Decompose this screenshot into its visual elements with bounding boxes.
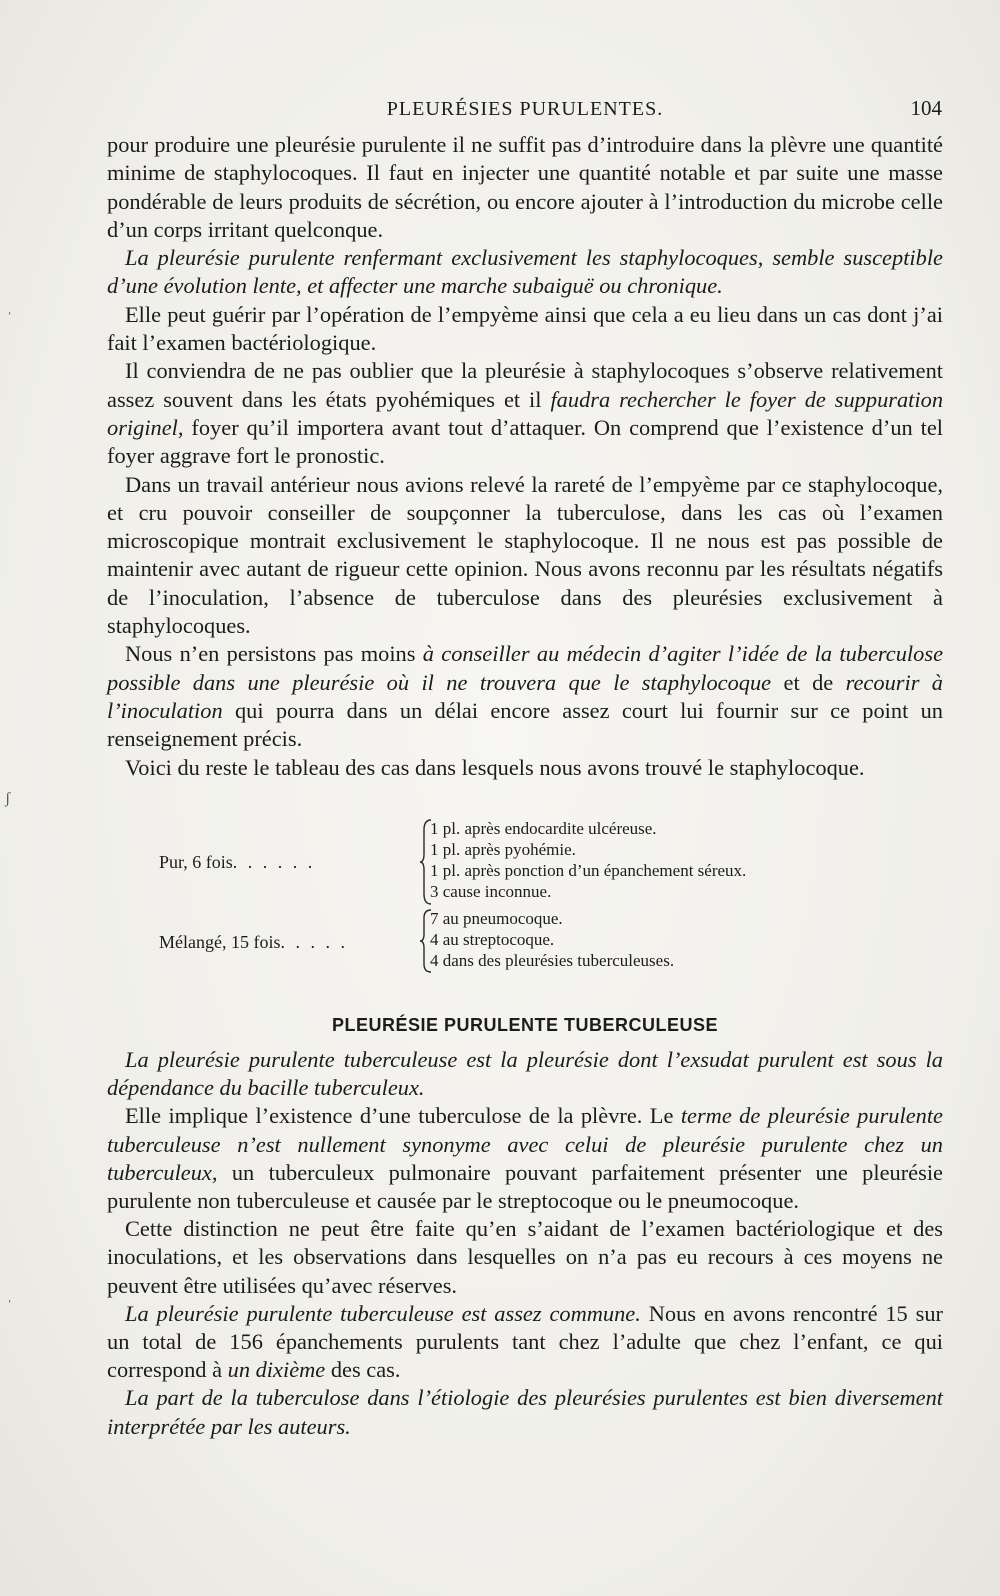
- table-group-pur: [107, 818, 943, 906]
- p6-text-c: et de: [771, 669, 846, 695]
- paragraph-5: Dans un travail antérieur nous avions relevé la rareté de l’empyème par ce staphylocoque, et cru pouvoir conseiller de soupçonner la tuberculose, dans les cas où l’examen microscopique montrait exclusivement le staphylocoque. Il ne nous est pas possible de maintenir avec autant de rigueur cette opinion. Nous avons reconnu par les résultats négatifs de l’inoculation, l’absence de tuberculose dans des pleurésies exclusivement à staphylocoques.: [107, 471, 943, 639]
- s4-text-d: des cas.: [325, 1357, 401, 1383]
- group-label-pur-text: Pur, 6 fois: [159, 852, 233, 872]
- margin-speck: ʃ: [5, 790, 11, 807]
- leader-dots: . . . . .: [280, 932, 348, 952]
- s1-italic: La pleurésie purulente tuberculeuse est la pleurésie dont l’exsudat purulent est sous la dépendance du bacille tuberculeux.: [107, 1047, 943, 1101]
- table-row: 1 pl. après endocardite ulcéreuse.: [430, 819, 657, 838]
- running-head: [108, 96, 942, 124]
- paragraph-6: [107, 640, 943, 753]
- p6-italic-d: recourir à l’inoculation: [107, 669, 943, 723]
- paragraph-3: Elle peut guérir par l’opération de l’empyème ainsi que cela a eu lieu dans un cas dont j’ai fait l’examen bactériologique.: [107, 301, 943, 356]
- p6-text-e: qui pourra dans un délai encore assez court lui fournir sur ce point un renseignement précis.: [107, 697, 943, 752]
- s5-italic: La part de la tuberculose dans l’étiologie des pleurésies purulentes est bien diversement interprétée par les auteurs.: [107, 1385, 943, 1439]
- p6-italic-b: à conseiller au médecin d’agiter l’idée de la tuberculose possible dans une pleurésie où il ne trouvera que le staphylocoque: [107, 641, 944, 695]
- s4-text-b: Nous en avons rencontré 15 sur un total de 156 épanchements purulents tant chez l’adulte que chez l’enfant, ce qui correspond à: [107, 1300, 943, 1383]
- s2-italic: terme de pleurésie purulente tuberculeuse n’est nullement synonyme avec celui de pleurésie purulente chez un tuberculeux,: [107, 1103, 943, 1185]
- entries-melange: [430, 908, 930, 971]
- p4-italic: faudra rechercher le foyer de suppuration originel,: [107, 386, 944, 440]
- paragraph-2: [107, 244, 943, 301]
- section-paragraph-2: [107, 1102, 943, 1215]
- leader-dots: . . . . . .: [232, 852, 316, 872]
- section-paragraph-4: [107, 1300, 943, 1385]
- margin-speck: ˈ: [7, 1298, 13, 1315]
- table-group-melange: [107, 908, 943, 974]
- s4-italic-a: La pleurésie purulente tuberculeuse est assez commune.: [125, 1300, 641, 1326]
- table-row: 1 pl. après pyohémie.: [430, 840, 576, 859]
- s2-text-a: Elle implique l’existence d’une tuberculose de la plèvre. Le: [125, 1103, 681, 1129]
- section-paragraph-1: [107, 1046, 943, 1102]
- table-row: 1 pl. après ponction d’un épanchement séreux.: [430, 861, 747, 880]
- page-number: 104: [910, 96, 942, 120]
- table-row: 4 au streptocoque.: [430, 930, 555, 949]
- paragraph-2-italic: La pleurésie purulente renfermant exclusivement les staphylocoques, semble susceptible d’une évolution lente, et affecter une marche subaiguë ou chronique.: [107, 245, 943, 299]
- section-paragraph-3: Cette distinction ne peut être faite qu’en s’aidant de l’examen bactériologique et des inoculations, et les observations dans lesquelles on n’a pas eu recours à ces moyens ne peuvent être utilisées qu’avec réserves.: [107, 1216, 943, 1298]
- section-paragraph-5: [107, 1384, 943, 1440]
- table-row: 3 cause inconnue.: [430, 882, 552, 901]
- body-text-bottom: [107, 1046, 943, 1441]
- table-row: 4 dans des pleurésies tuberculeuses.: [430, 951, 675, 970]
- p4-text-a: Il conviendra de ne pas oublier que la pleurésie à staphylocoques s’observe relativement assez souvent dans les états pyohémiques et il: [107, 358, 943, 412]
- body-text-top: [107, 131, 943, 782]
- group-label-melange-text: Mélangé, 15 fois: [159, 932, 281, 952]
- paragraph-1: pour produire une pleurésie purulente il ne suffit pas d’introduire dans la plèvre une quantité minime de staphylocoques. Il faut en injecter une quantité notable et par suite une masse pondérable de leurs produits de sécrétion, ou encore ajouter à l’introduction du microbe celle d’un corps irritant quelconque.: [107, 132, 943, 242]
- entries-pur: [430, 818, 930, 902]
- s2-text-c: un tuberculeux pulmonaire pouvant parfaitement présenter une pleurésie purulente non tuberculeuse et causée par le streptocoque ou le pneumocoque.: [107, 1159, 943, 1214]
- margin-speck: ˌ: [7, 298, 13, 315]
- p4-text-c: foyer qu’il importera avant tout d’attaquer. On comprend que l’existence d’un tel foyer aggrave fort le pronostic.: [107, 414, 943, 469]
- paragraph-7: Voici du reste le tableau des cas dans lesquels nous avons trouvé le staphylocoque.: [125, 754, 865, 780]
- paragraph-4: [107, 357, 943, 470]
- section-title: PLEURÉSIE PURULENTE TUBERCULEUSE: [331, 1015, 719, 1035]
- p6-text-a: Nous n’en persistons pas moins: [125, 641, 423, 667]
- s4-italic-c: un dixième: [227, 1357, 326, 1383]
- running-title: PLEURÉSIES PURULENTES.: [386, 98, 664, 120]
- table-row: 7 au pneumocoque.: [430, 909, 563, 928]
